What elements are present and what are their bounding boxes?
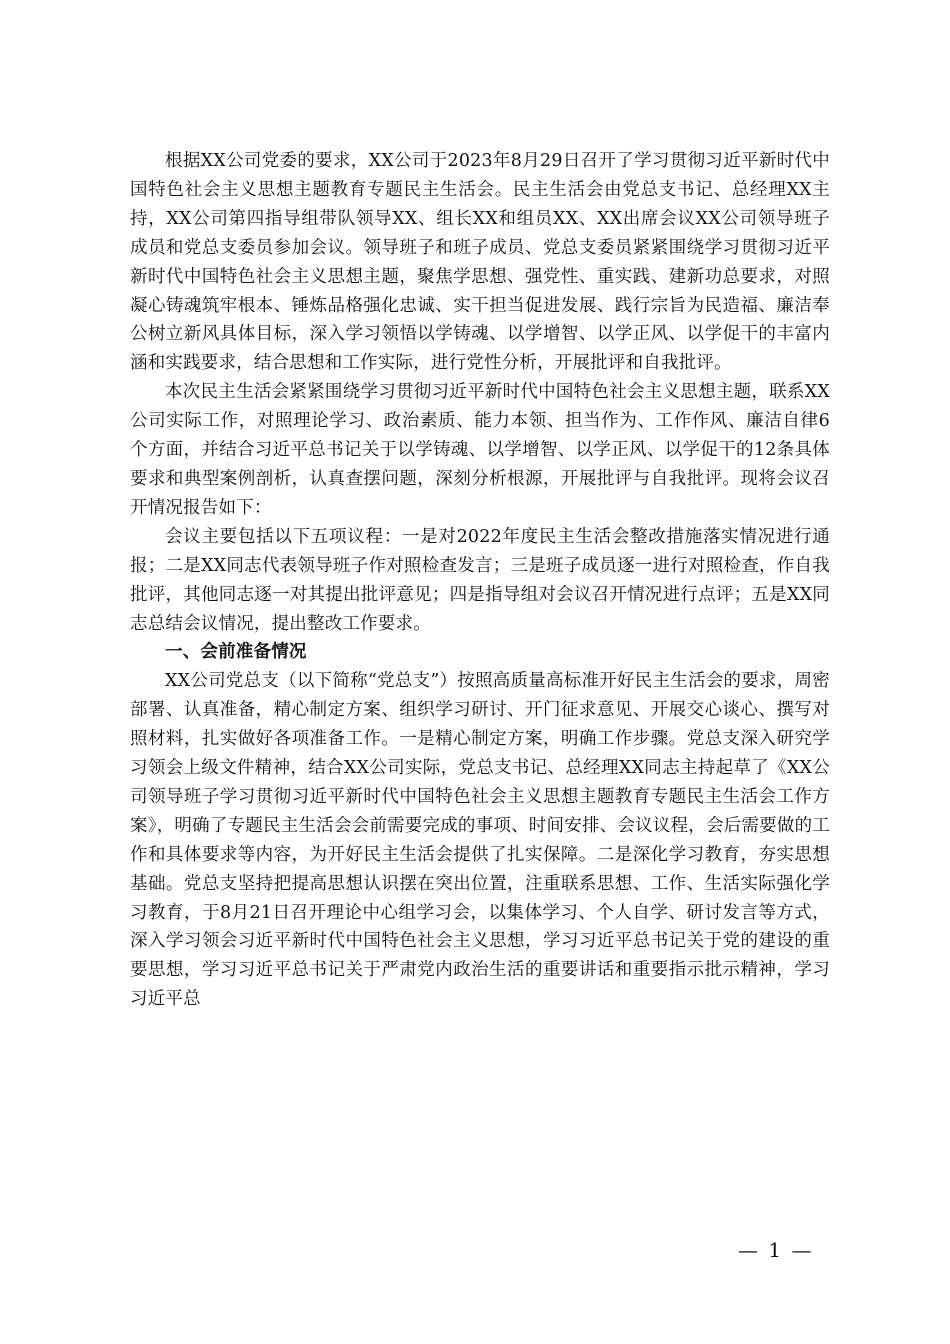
section-heading: 一、会前准备情况 [165, 642, 307, 663]
body-paragraph-3: 会议主要包括以下五项议程：一是对2022年度民主生活会整改措施落实情况进行通报；二是XX同志代表领导班子作对照检查发言；三是班子成员逐一进行对照检查，作自我批评，其他同志逐一对其提出批评意见；四是指导组对会议召开情况进行点评；五是XX同志总结会议情况，提出整改工作要求。 [130, 526, 830, 634]
document-body [130, 147, 830, 1014]
section-paragraph: XX公司党总支（以下简称“党总支”）按照高质量高标准开好民主生活会的要求，周密部署、认真准备，精心制定方案、组织学习研讨、开门征求意见、开展交心谈心、撰写对照材料，扎实做好各项准备工作。一是精心制定方案，明确工作步骤。党总支深入研究学习领会上级文件精神，结合XX公司实际，党总支书记、总经理XX同志主持起草了《XX公司领导班子学习贯彻习近平新时代中国特色社会主义思想主题教育专题民主生活会工作方案》，明确了专题民主生活会会前需要完成的事项、时间安排、会议议程，会后需要做的工作和具体要求等内容，为开好民主生活会提供了扎实保障。二是深化学习教育，夯实思想基础。党总支坚持把提高思想认识摆在突出位置，注重联系思想、工作、生活实际强化学习教育，于8月21日召开理论中心组学习会，以集体学习、个人自学、研讨发言等方式，深入学习领会习近平新时代中国特色社会主义思想，学习习近平总书记关于党的建设的重要思想，学习习近平总书记关于严肃党内政治生活的重要讲话和重要指示批示精神，学习习近平总 [130, 671, 830, 1010]
page-number: — 1 — [738, 1238, 814, 1262]
body-paragraph-1: 根据XX公司党委的要求，XX公司于2023年8月29日召开了学习贯彻习近平新时代中国特色社会主义思想主题教育专题民主生活会。民主生活会由党总支书记、总经理XX主持，XX公司第四指导组带队领导XX、组长XX和组员XX、XX出席会议XX公司领导班子成员和党总支委员参加会议。领导班子和班子成员、党总支委员紧紧围绕学习贯彻习近平新时代中国特色社会主义思想主题，聚焦学思想、强党性、重实践、建新功总要求，对照凝心铸魂筑牢根本、锤炼品格强化忠诚、实干担当促进发展、践行宗旨为民造福、廉洁奉公树立新风具体目标，深入学习领悟以学铸魂、以学增智、以学正风、以学促干的丰富内涵和实践要求，结合思想和工作实际，进行党性分析，开展批评和自我批评。 [130, 151, 830, 374]
body-paragraph-2: 本次民主生活会紧紧围绕学习贯彻习近平新时代中国特色社会主义思想主题，联系XX公司实际工作，对照理论学习、政治素质、能力本领、担当作为、工作作风、廉洁自律6个方面，并结合习近平总书记关于以学铸魂、以学增智、以学正风、以学促干的12条具体要求和典型案例剖析，认真查摆问题，深刻分析根源，开展批评与自我批评。现将会议召开情况报告如下： [130, 382, 830, 518]
